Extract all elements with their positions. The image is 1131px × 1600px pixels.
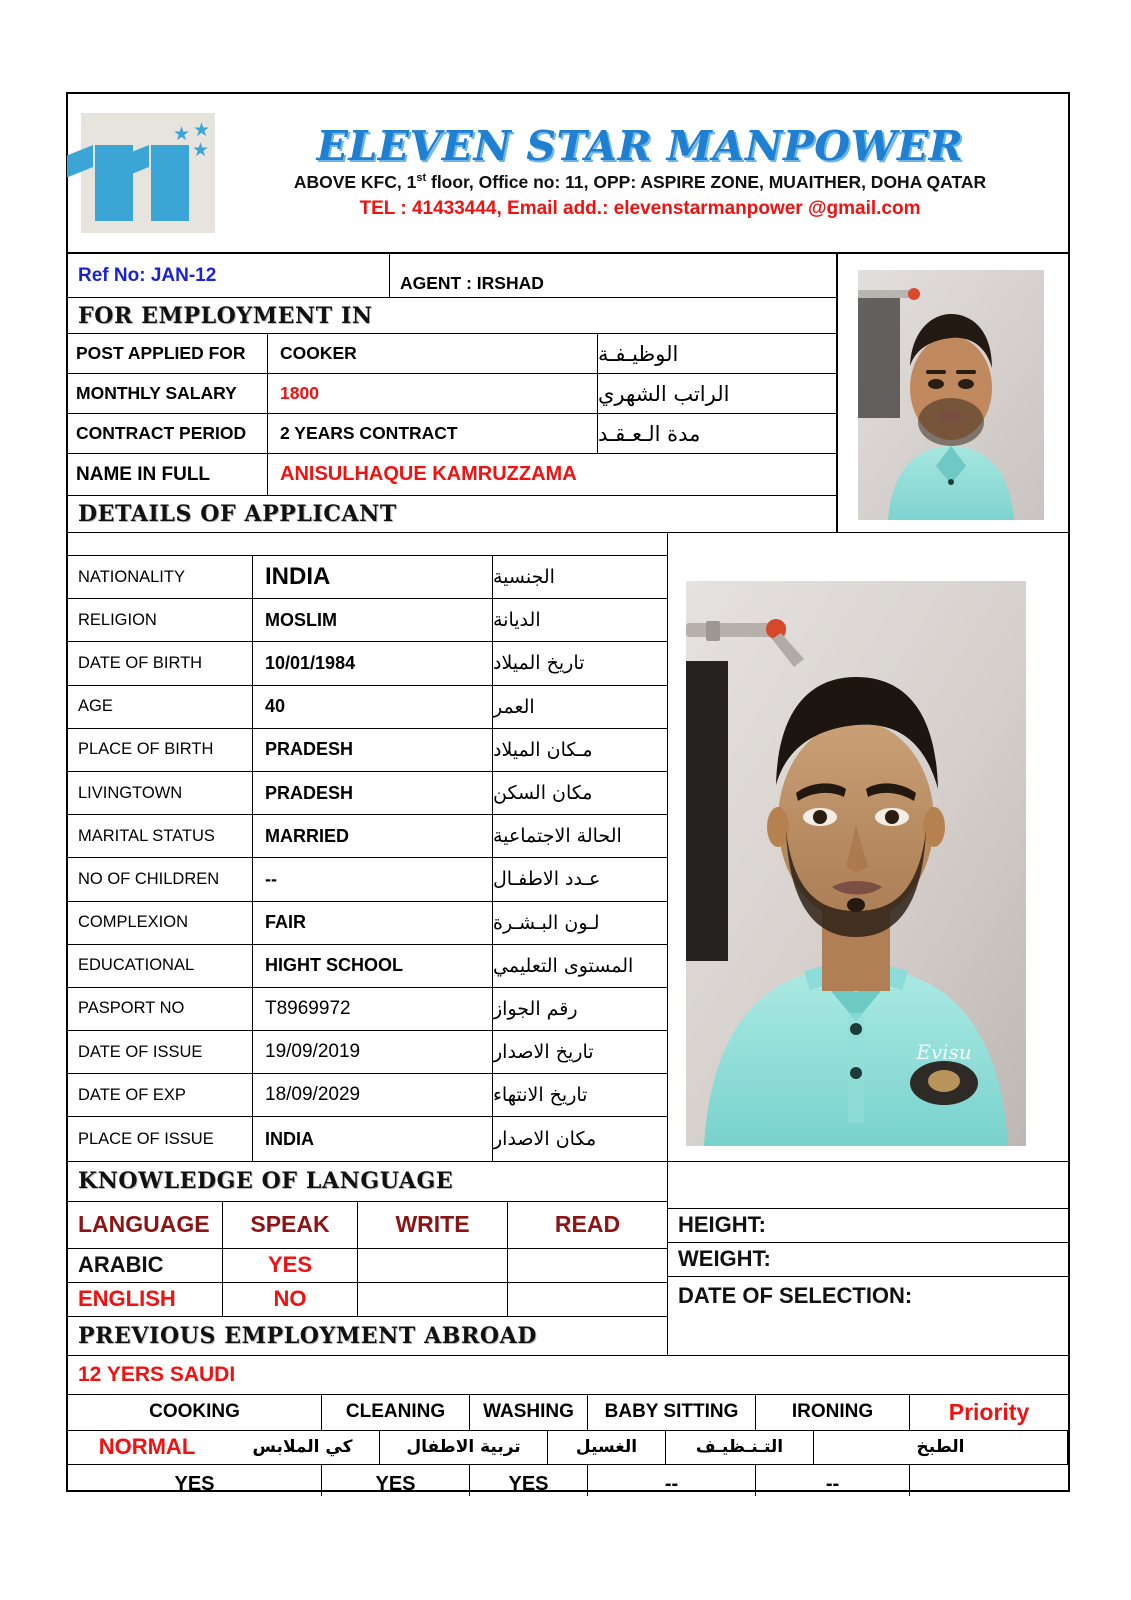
address-ordinal-suffix: st — [416, 171, 427, 184]
measurements-column — [668, 1162, 1068, 1355]
skill-header-ironing: IRONING — [756, 1395, 910, 1430]
language-row-arabic — [68, 1249, 667, 1283]
skill-header-cooking: COOKING — [68, 1395, 322, 1430]
detail-row-passport-no — [68, 988, 667, 1031]
svg-text:Evisu: Evisu — [916, 1040, 972, 1064]
detail-label-livingtown: LIVINGTOWN — [68, 772, 253, 814]
detail-label-date-of-exp: DATE OF EXP — [68, 1074, 253, 1116]
detail-arabic-age: العمر — [493, 695, 535, 718]
detail-label-age: AGE — [68, 686, 253, 728]
detail-row-place-of-birth — [68, 729, 667, 772]
monthly-salary-label: MONTHLY SALARY — [68, 374, 268, 413]
detail-row-place-of-issue — [68, 1117, 667, 1160]
detail-value-educational: HIGHT SCHOOL — [253, 945, 493, 987]
previous-employment-value: 12 YERS SAUDI — [68, 1355, 1068, 1395]
language-section-heading — [68, 1162, 667, 1202]
language-name-arabic: ARABIC — [68, 1249, 223, 1282]
detail-arabic-date-of-issue: تاريخ الاصدار — [493, 1041, 594, 1064]
detail-row-date-of-birth — [68, 642, 667, 685]
applicant-photo-small-graphic — [858, 270, 1044, 520]
detail-arabic-livingtown: مكان السكن — [493, 782, 593, 805]
language-write-english — [358, 1283, 508, 1316]
skill-arabic-cooking: الطبخ — [814, 1431, 1068, 1464]
applicant-photo-large-graphic — [686, 581, 1026, 1146]
detail-value-date-of-exp: 18/09/2029 — [253, 1074, 493, 1116]
language-knowledge-table — [68, 1162, 668, 1355]
form-header — [68, 94, 1068, 254]
detail-arabic-place-of-issue: مكان الاصدار — [493, 1128, 597, 1151]
detail-value-passport-no: T8969972 — [253, 988, 493, 1030]
logo-star-icon-2: ★ — [193, 120, 211, 141]
detail-row-nationality — [68, 556, 667, 599]
measurements-spacer — [668, 1162, 1068, 1209]
reference-row — [68, 254, 836, 298]
skill-arabic-ironing: كي الملابس — [226, 1431, 380, 1464]
language-read-english — [508, 1283, 667, 1316]
detail-row-marital-status — [68, 815, 667, 858]
detail-arabic-place-of-birth: مـكان الميلاد — [493, 738, 593, 761]
date-of-selection-field[interactable]: DATE OF SELECTION: — [678, 1282, 913, 1308]
detail-label-complexion: COMPLEXION — [68, 902, 253, 944]
company-logo — [68, 94, 228, 252]
detail-value-complexion: FAIR — [253, 902, 493, 944]
details-table-spacer — [68, 533, 667, 556]
language-section-title: KNOWLEDGE OF LANGUAGE — [78, 1168, 454, 1195]
full-name-label: NAME IN FULL — [68, 454, 268, 495]
skill-header-cleaning: CLEANING — [322, 1395, 470, 1430]
skills-values-row — [68, 1465, 1068, 1547]
language-read-arabic — [508, 1249, 667, 1282]
applicant-photo-small — [858, 270, 1044, 520]
language-header-write: WRITE — [358, 1202, 508, 1248]
contract-period-row — [68, 414, 836, 454]
company-name: ELEVEN STAR MANPOWER — [316, 121, 964, 170]
previous-employment-title: PREVIOUS EMPLOYMENT ABROAD — [78, 1322, 537, 1349]
detail-value-marital-status: MARRIED — [253, 815, 493, 857]
applicant-details-heading — [68, 496, 836, 532]
skill-value-ironing: -- — [756, 1465, 910, 1496]
language-header-speak: SPEAK — [223, 1202, 358, 1248]
detail-value-date-of-birth: 10/01/1984 — [253, 642, 493, 684]
detail-arabic-marital-status: الحالة الاجتماعية — [493, 825, 622, 848]
language-name-english: ENGLISH — [68, 1283, 223, 1316]
detail-value-date-of-issue: 19/09/2019 — [253, 1031, 493, 1073]
post-applied-label: POST APPLIED FOR — [68, 334, 268, 373]
language-speak-arabic: YES — [223, 1249, 358, 1282]
monthly-salary-value: 1800 — [268, 374, 598, 413]
detail-label-passport-no: PASPORT NO — [68, 988, 253, 1030]
detail-row-date-of-exp — [68, 1074, 667, 1117]
detail-value-livingtown: PRADESH — [253, 772, 493, 814]
post-applied-arabic: الوظيـفـة — [598, 341, 679, 366]
application-form — [66, 92, 1070, 1495]
detail-value-place-of-issue: INDIA — [253, 1117, 493, 1160]
detail-arabic-no-of-children: عـدد الاطفـال — [493, 868, 601, 891]
passport-photo-panel — [838, 254, 1068, 532]
monthly-salary-row — [68, 374, 836, 414]
post-applied-row — [68, 334, 836, 374]
eleven-star-logo-icon — [81, 113, 215, 233]
company-contact: TEL : 41433444, Email add.: elevenstarmanpower @gmail.com — [359, 197, 921, 219]
skill-arabic-washing: الغسيل — [548, 1431, 666, 1464]
detail-row-complexion — [68, 902, 667, 945]
detail-arabic-educational: المستوى التعليمي — [493, 954, 634, 977]
address-rest: floor, Office no: 11, OPP: ASPIRE ZONE, MUAITHER, DOHA QATAR — [426, 171, 987, 192]
agent-name: AGENT : IRSHAD — [400, 273, 544, 293]
detail-label-place-of-birth: PLACE OF BIRTH — [68, 729, 253, 771]
detail-label-nationality: NATIONALITY — [68, 556, 253, 598]
logo-digit-one-a-flag — [67, 145, 93, 178]
monthly-salary-arabic: الراتب الشهري — [598, 381, 730, 406]
logo-star-icon-3: ★ — [192, 140, 210, 161]
skill-arabic-cleaning: التـنـظيـف — [666, 1431, 814, 1464]
skill-value-baby-sitting: -- — [588, 1465, 756, 1496]
company-header-text — [228, 94, 1068, 252]
detail-label-no-of-children: NO OF CHILDREN — [68, 858, 253, 900]
reference-cell — [68, 254, 390, 297]
skill-header-baby-sitting: BABY SITTING — [588, 1395, 756, 1430]
employment-section-title: FOR EMPLOYMENT IN — [78, 302, 373, 329]
skills-header-row — [68, 1395, 1068, 1431]
detail-value-religion: MOSLIM — [253, 599, 493, 641]
reference-number: Ref No: JAN-12 — [78, 264, 217, 286]
detail-arabic-date-of-exp: تاريخ الانتهاء — [493, 1084, 588, 1107]
skill-value-washing: YES — [470, 1465, 588, 1496]
skill-value-cleaning: YES — [322, 1465, 470, 1496]
detail-value-place-of-birth: PRADESH — [253, 729, 493, 771]
detail-row-no-of-children — [68, 858, 667, 901]
priority-value: NORMAL — [98, 1434, 196, 1460]
detail-row-religion — [68, 599, 667, 642]
detail-arabic-date-of-birth: تاريخ الميلاد — [493, 652, 585, 675]
detail-label-place-of-issue: PLACE OF ISSUE — [68, 1117, 253, 1160]
detail-arabic-nationality: الجنسية — [493, 566, 555, 589]
language-header-row — [68, 1202, 667, 1249]
agent-cell — [390, 254, 836, 297]
applicant-details-table — [68, 533, 668, 1161]
detail-arabic-religion: الديانة — [493, 609, 541, 632]
applicant-details-section — [68, 532, 1068, 1161]
detail-row-educational — [68, 945, 667, 988]
address-prefix: ABOVE KFC, 1 — [293, 171, 417, 192]
detail-arabic-passport-no: رقم الجواز — [493, 997, 578, 1020]
detail-row-age — [68, 686, 667, 729]
contract-period-arabic: مدة الـعـقـد — [598, 421, 701, 446]
full-name-row — [68, 454, 836, 496]
contract-period-label: CONTRACT PERIOD — [68, 414, 268, 453]
detail-value-age: 40 — [253, 686, 493, 728]
skill-header-washing: WASHING — [470, 1395, 588, 1430]
detail-value-no-of-children: -- — [253, 858, 493, 900]
detail-label-educational: EDUCATIONAL — [68, 945, 253, 987]
detail-label-religion: RELIGION — [68, 599, 253, 641]
applicant-photo-large — [686, 581, 1026, 1146]
skills-table — [68, 1395, 1068, 1547]
contract-period-value: 2 YEARS CONTRACT — [268, 414, 598, 453]
logo-digit-one-b — [151, 145, 189, 221]
previous-employment-heading — [68, 1317, 667, 1355]
language-write-arabic — [358, 1249, 508, 1282]
priority-empty-cell — [910, 1465, 1068, 1473]
detail-row-date-of-issue — [68, 1031, 667, 1074]
priority-label: Priority — [948, 1398, 1030, 1425]
detail-arabic-complexion: لـون البـشـرة — [493, 911, 600, 934]
detail-label-marital-status: MARITAL STATUS — [68, 815, 253, 857]
skill-arabic-baby-sitting: تربية الاطفال — [380, 1431, 548, 1464]
company-address — [228, 172, 1052, 194]
skill-value-cooking: YES — [68, 1465, 322, 1496]
language-speak-english: NO — [223, 1283, 358, 1316]
applicant-photo-panel — [668, 533, 1068, 1161]
height-field[interactable]: HEIGHT: — [668, 1209, 1068, 1243]
weight-field[interactable]: WEIGHT: — [668, 1243, 1068, 1277]
language-header-language: LANGUAGE — [68, 1202, 223, 1248]
skills-arabic-row — [68, 1431, 1068, 1465]
detail-label-date-of-birth: DATE OF BIRTH — [68, 642, 253, 684]
language-measurements-section — [68, 1161, 1068, 1355]
post-applied-value: COOKER — [268, 334, 598, 373]
employment-details-column — [68, 254, 838, 532]
applicant-details-title: DETAILS OF APPLICANT — [78, 501, 397, 527]
upper-section — [68, 254, 1068, 532]
employment-section-heading — [68, 298, 836, 334]
detail-value-nationality: INDIA — [253, 556, 493, 598]
detail-row-livingtown — [68, 772, 667, 815]
detail-label-date-of-issue: DATE OF ISSUE — [68, 1031, 253, 1073]
language-row-english — [68, 1283, 667, 1317]
logo-star-icon-1: ★ — [173, 124, 191, 145]
language-header-read: READ — [554, 1211, 621, 1238]
full-name-value: ANISULHAQUE KAMRUZZAMA — [280, 463, 577, 485]
